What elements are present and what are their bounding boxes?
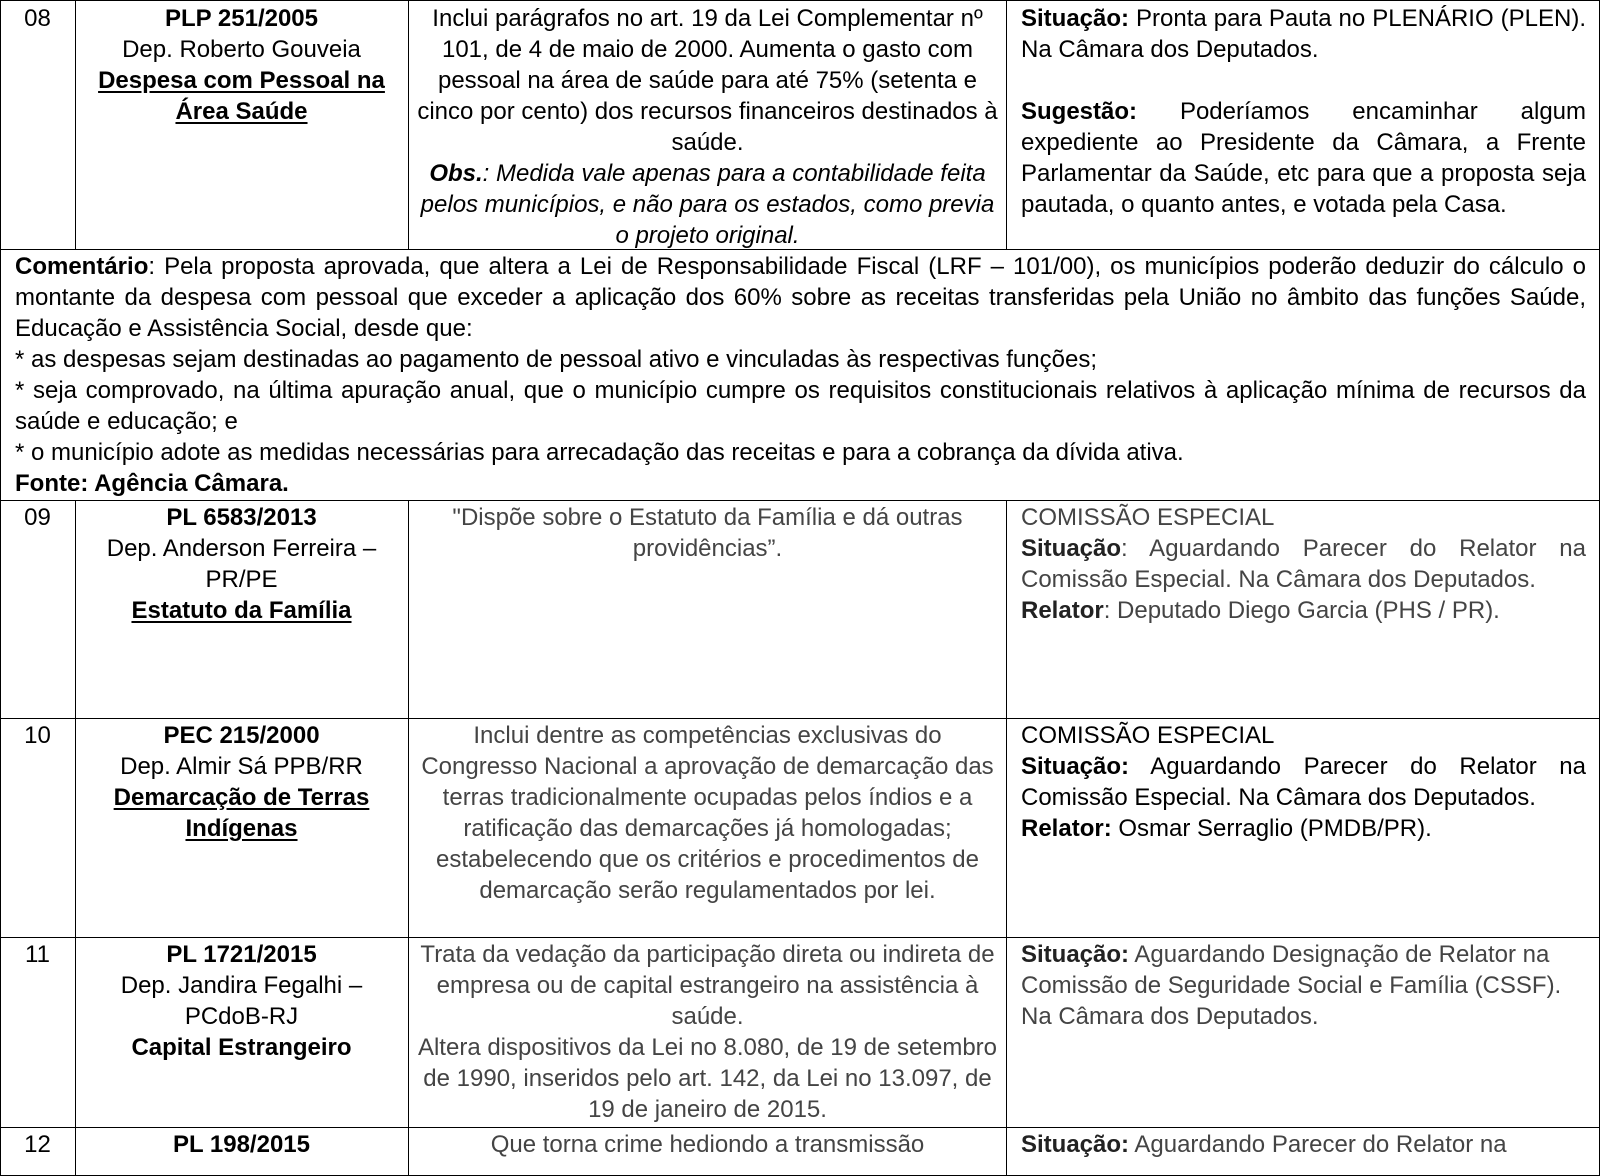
commission-name: COMISSÃO ESPECIAL — [1021, 504, 1275, 531]
project-code: PL 1721/2015 — [166, 941, 317, 968]
project-author: Dep. Almir Sá PPB/RR — [120, 753, 363, 780]
relator-text: Osmar Serraglio (PMDB/PR). — [1111, 815, 1432, 842]
row-number: 08 — [24, 5, 51, 32]
situacao-label: Situação: — [1021, 753, 1130, 780]
description-cell — [416, 939, 999, 1125]
row-divider — [0, 1127, 1600, 1128]
row-divider — [0, 937, 1600, 938]
situacao-label: Situação: — [1021, 5, 1130, 32]
project-author: Dep. Jandira Fegalhi – PCdoB-RJ — [120, 972, 363, 1030]
situacao-text: Aguardando Parecer do Relator na Comissão Especial. Na Câmara dos Deputados. — [1021, 753, 1586, 811]
column-divider — [408, 0, 409, 249]
project-author: Dep. Anderson Ferreira – PR/PE — [106, 535, 377, 593]
project-author: Dep. Roberto Gouveia — [122, 36, 361, 63]
obs-text: : Medida vale apenas para a contabilidade feita pelos municípios, e não para os estados, como previa o projeto original. — [420, 160, 995, 249]
sugestao-text: Poderíamos encaminhar algum expediente ao Presidente da Câmara, a Frente Parlamentar da Saúde, etc para que a proposta seja pautada, o quanto antes, e votada pela Casa. — [1021, 98, 1586, 218]
situacao-text: : Aguardando Parecer do Relator na Comissão Especial. Na Câmara dos Deputados. — [1021, 535, 1586, 593]
column-divider — [408, 500, 409, 1176]
project-code: PL 198/2015 — [172, 1131, 310, 1158]
column-divider — [75, 500, 76, 1176]
project-description: "Dispõe sobre o Estatuto da Família e dá outras providências”. — [452, 504, 963, 562]
row-divider — [0, 500, 1600, 501]
project-topic: Estatuto da Família — [131, 597, 352, 624]
table-row — [0, 502, 75, 533]
description-cell — [416, 502, 999, 564]
project-description-extra: Altera dispositivos da Lei no 8.080, de 19 de setembro de 1990, inseridos pelo art. 142, da Lei no 13.097, de 19 de janeiro de 2015. — [417, 1034, 998, 1123]
comment-bullet: * o município adote as medidas necessárias para arrecadação das receitas e para a cobrança da dívida ativa. — [15, 439, 1184, 466]
table-row — [0, 1129, 75, 1160]
project-code: PLP 251/2005 — [164, 5, 318, 32]
description-cell — [416, 720, 999, 906]
situacao-text: Aguardando Designação de Relator na Comissão de Seguridade Social e Família (CSSF). Na Câmara dos Deputados. — [1021, 941, 1562, 1030]
row-divider — [0, 718, 1600, 719]
situacao-label: Situação — [1021, 535, 1122, 562]
project-description: Que torna crime hediondo a transmissão — [490, 1131, 925, 1158]
comment-source: Fonte: Agência Câmara. — [15, 470, 289, 497]
project-cell — [80, 1129, 403, 1160]
comment-block — [15, 251, 1586, 499]
project-description: Trata da vedação da participação direta ou indireta de empresa ou de capital estrangeiro na assistência à saúde. — [420, 941, 995, 1030]
description-cell — [416, 3, 999, 251]
situacao-label: Situação: — [1021, 941, 1130, 968]
status-cell — [1021, 1129, 1586, 1160]
comment-label: Comentário — [15, 253, 149, 280]
status-cell — [1021, 939, 1586, 1032]
row-number: 12 — [24, 1131, 51, 1158]
situacao-label: Situação: — [1021, 1131, 1130, 1158]
project-code: PL 6583/2013 — [166, 504, 317, 531]
project-description: Inclui parágrafos no art. 19 da Lei Complementar nº 101, de 4 de maio de 2000. Aumenta o gasto com pessoal na área de saúde para até 75% (setenta e cinco por cento) dos recursos financeiros destinados à saúde. — [417, 5, 998, 156]
obs-label: Obs. — [429, 160, 483, 187]
comment-bullet: * seja comprovado, na última apuração anual, que o município cumpre os requisitos constitucionais relativos à aplicação mínima de recursos da saúde e educação; e — [15, 377, 1586, 435]
project-topic: Capital Estrangeiro — [131, 1034, 352, 1061]
project-topic: Despesa com Pessoal na Área Saúde — [98, 67, 385, 125]
status-cell — [1021, 502, 1586, 626]
project-cell — [80, 502, 403, 626]
situacao-text: Pronta para Pauta no PLENÁRIO (PLEN). Na Câmara dos Deputados. — [1021, 5, 1586, 63]
project-code: PEC 215/2000 — [163, 722, 320, 749]
commission-name: COMISSÃO ESPECIAL — [1021, 722, 1275, 749]
column-divider — [1006, 500, 1007, 1176]
status-cell — [1021, 720, 1586, 844]
comment-intro: : Pela proposta aprovada, que altera a Lei de Responsabilidade Fiscal (LRF – 101/00), os municípios poderão deduzir do cálculo o montante da despesa com pessoal que exceder a aplicação dos 60% sobre as receitas transferidas pela União no âmbito das funções Saúde, Educação e Assistência Social, desde que: — [15, 253, 1586, 342]
table-row — [0, 720, 75, 751]
table-border-top — [0, 0, 1600, 1]
relator-label: Relator: — [1021, 815, 1112, 842]
comment-bullet: * as despesas sejam destinadas ao pagamento de pessoal ativo e vinculadas às respectivas funções; — [15, 346, 1097, 373]
column-divider — [75, 0, 76, 249]
table-row — [0, 939, 75, 970]
table-row — [0, 3, 75, 34]
table-border-left — [0, 0, 1, 1176]
row-number: 11 — [25, 941, 50, 968]
situacao-text: Aguardando Parecer do Relator na — [1129, 1131, 1507, 1158]
project-cell — [80, 939, 403, 1063]
sugestao-label: Sugestão: — [1021, 98, 1138, 125]
relator-text: : Deputado Diego Garcia (PHS / PR). — [1103, 597, 1500, 624]
project-topic: Demarcação de Terras Indígenas — [113, 784, 370, 842]
relator-label: Relator — [1021, 597, 1104, 624]
row-number: 10 — [24, 722, 51, 749]
project-cell — [80, 720, 403, 844]
project-cell — [80, 3, 403, 127]
row-number: 09 — [24, 504, 51, 531]
column-divider — [1006, 0, 1007, 249]
status-cell — [1021, 3, 1586, 220]
project-description: Inclui dentre as competências exclusivas do Congresso Nacional a aprovação de demarcação das terras tradicionalmente ocupadas pelos índios e a ratificação das demarcações já homologadas; estabelecendo que os critérios e procedimentos de demarcação serão regulamentados por lei. — [421, 722, 994, 904]
description-cell — [416, 1129, 999, 1160]
